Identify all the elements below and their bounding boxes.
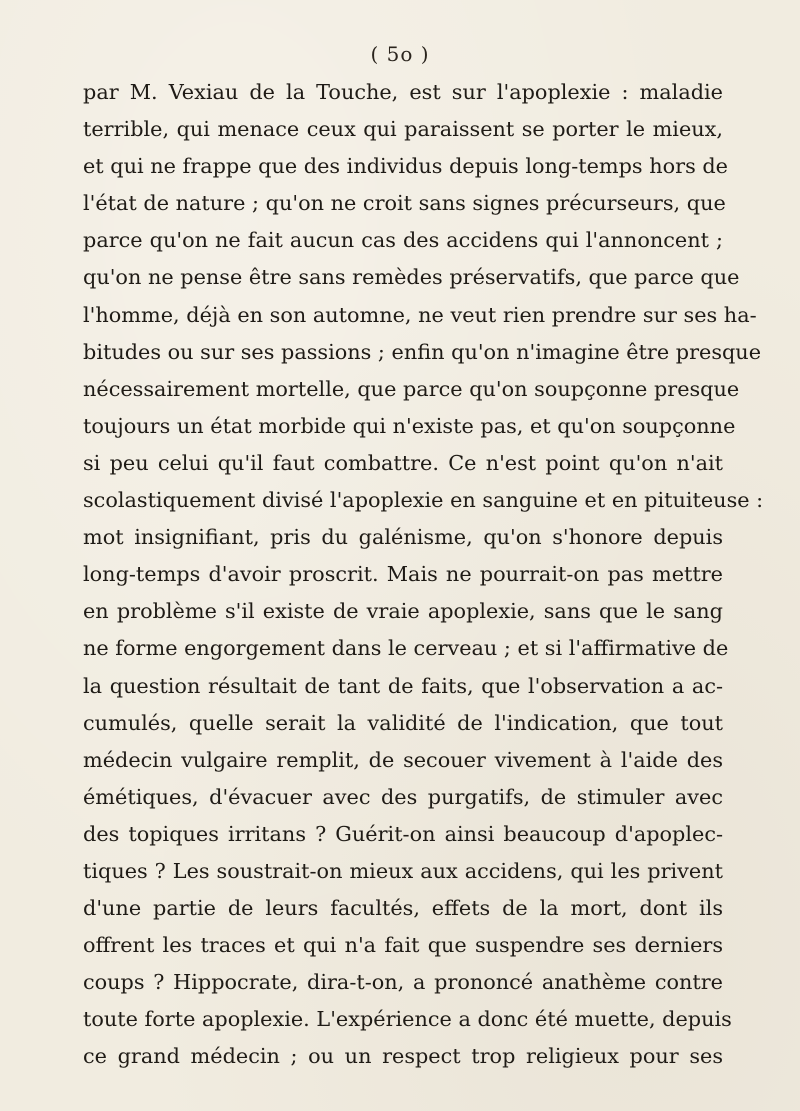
text-line: offrent les traces et qui n'a fait que suspendre ses derniers [83,933,723,958]
text-line: tiques ? Les soustrait-on mieux aux accidens, qui les privent [83,858,723,883]
text-line: la question résultait de tant de faits, que l'observation a ac- [83,673,723,698]
text-line: ne forme engorgement dans le cerveau ; et si l'affirmative de [83,636,729,661]
text-line: toute forte apoplexie. L'expérience a donc été muette, depuis [83,1007,732,1032]
text-line: mot insignifiant, pris du galénisme, qu'on s'honore depuis [83,525,723,550]
text-line: long-temps d'avoir proscrit. Mais ne pourrait-on pas mettre [83,562,723,587]
text-line: ce grand médecin ; ou un respect trop religieux pour ses [83,1044,723,1069]
text-line: médecin vulgaire remplit, de secouer vivement à l'aide des [83,747,723,772]
text-line: parce qu'on ne fait aucun cas des accidens qui l'annoncent ; [83,228,723,253]
text-line: coups ? Hippocrate, dira-t-on, a prononcé anathème contre [83,970,723,995]
page-number: ( 5o ) [370,42,430,66]
text-line: émétiques, d'évacuer avec des purgatifs, de stimuler avec [83,784,723,809]
text-line: qu'on ne pense être sans remèdes préservatifs, que parce que [83,265,740,290]
text-line: et qui ne frappe que des individus depuis long-temps hors de [83,154,728,179]
text-line: en problème s'il existe de vraie apoplexie, sans que le sang [83,599,723,624]
text-line: l'état de nature ; qu'on ne croit sans signes précurseurs, que [83,191,726,216]
text-line: cumulés, quelle serait la validité de l'indication, que tout [83,710,723,735]
body-text [83,74,764,1076]
text-line: scolastiquement divisé l'apoplexie en sanguine et en pituiteuse : [83,488,764,513]
text-line: d'une partie de leurs facultés, effets de la mort, dont ils [83,896,723,921]
text-line: l'homme, déjà en son automne, ne veut rien prendre sur ses ha- [83,302,757,327]
text-line: bitudes ou sur ses passions ; enfin qu'on n'imagine être presque [83,339,762,364]
text-line: si peu celui qu'il faut combattre. Ce n'est point qu'on n'ait [83,450,723,475]
text-line: nécessairement mortelle, que parce qu'on soupçonne presque [83,376,740,401]
text-line: par M. Vexiau de la Touche, est sur l'apoplexie : maladie [83,80,723,104]
text-line: terrible, qui menace ceux qui paraissent se porter le mieux, [83,117,723,142]
text-line: des topiques irritans ? Guérit-on ainsi beaucoup d'apoplec- [83,821,723,846]
text-line: toujours un état morbide qui n'existe pas, et qu'on soupçonne [83,413,736,438]
